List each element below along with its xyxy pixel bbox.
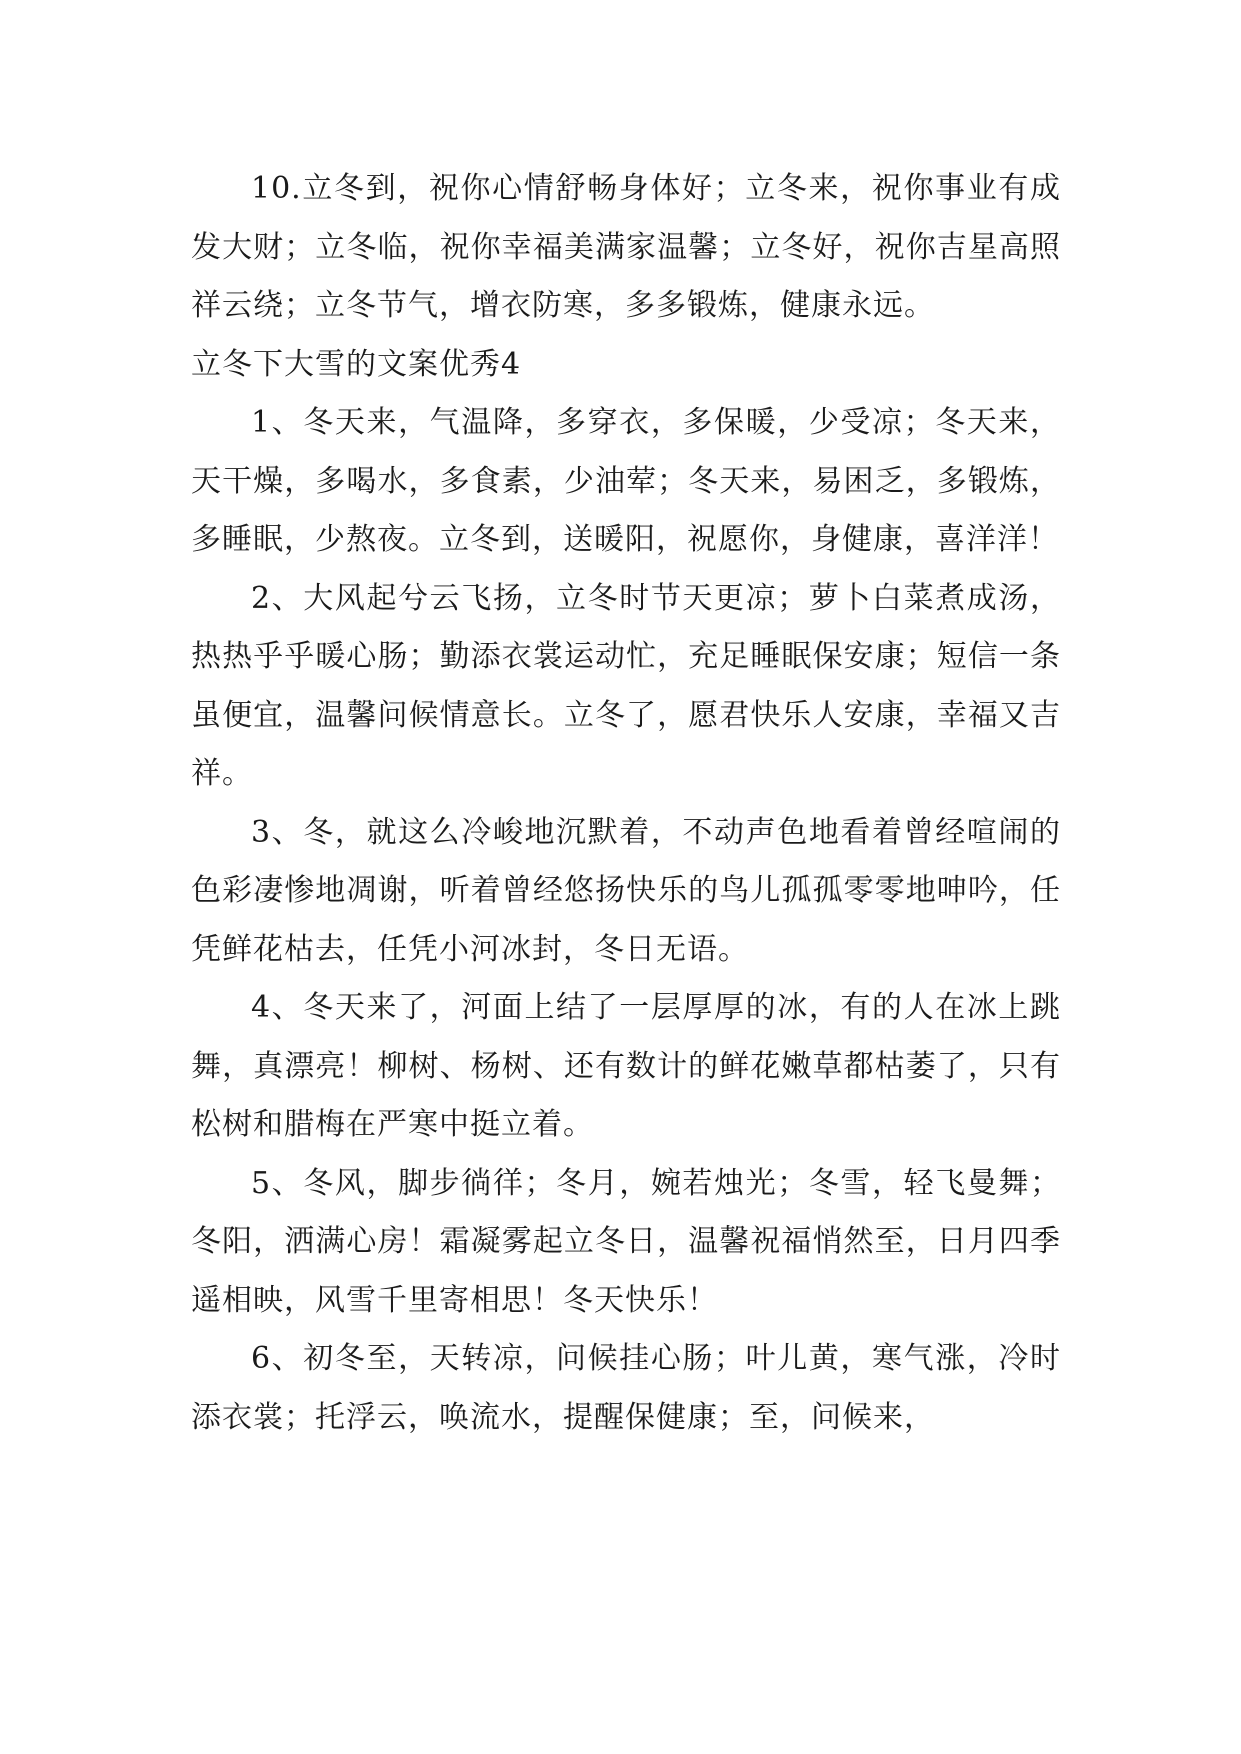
paragraph-item-3: 3、冬，就这么冷峻地沉默着，不动声色地看着曾经喧闹的色彩凄惨地凋谢，听着曾经悠扬快乐的鸟儿孤孤零零地呻吟，任凭鲜花枯去，任凭小河冰封，冬日无语。 (191, 814, 1061, 967)
paragraph-item-4: 4、冬天来了，河面上结了一层厚厚的冰，有的人在冰上跳舞，真漂亮！柳树、杨树、还有数计的鲜花嫩草都枯萎了，只有松树和腊梅在严寒中挺立着。 (191, 990, 1061, 1142)
section-heading: 立冬下大雪的文案优秀4 (191, 346, 522, 382)
paragraph-item-10: 10.立冬到，祝你心情舒畅身体好；立冬来，祝你事业有成发大财；立冬临，祝你幸福美满家温馨；立冬好，祝你吉星高照祥云绕；立冬节气，增衣防寒，多多锻炼，健康永远。 (191, 171, 1061, 323)
paragraph-item-2: 2、大风起兮云飞扬，立冬时节天更凉；萝卜白菜煮成汤，热热乎乎暖心肠；勤添衣裳运动忙，充足睡眠保安康；短信一条虽便宜，温馨问候情意长。立冬了，愿君快乐人安康，幸福又吉祥。 (191, 580, 1061, 791)
paragraph-item-6: 6、初冬至，天转凉，问候挂心肠；叶儿黄，寒气涨，冷时添衣裳；托浮云，唤流水，提醒保健康；至，问候来， (191, 1341, 1061, 1435)
paragraph-item-1: 1、冬天来，气温降，多穿衣，多保暖，少受凉；冬天来，天干燥，多喝水，多食素，少油荤；冬天来，易困乏，多锻炼，多睡眠，少熬夜。立冬到，送暖阳，祝愿你，身健康，喜洋洋！ (191, 405, 1061, 557)
paragraph-item-5: 5、冬风，脚步徜徉；冬月，婉若烛光；冬雪，轻飞曼舞；冬阳，洒满心房！霜凝雾起立冬日，温馨祝福悄然至，日月四季遥相映，风雪千里寄相思！冬天快乐！ (191, 1165, 1061, 1318)
document-body (191, 160, 1061, 1447)
